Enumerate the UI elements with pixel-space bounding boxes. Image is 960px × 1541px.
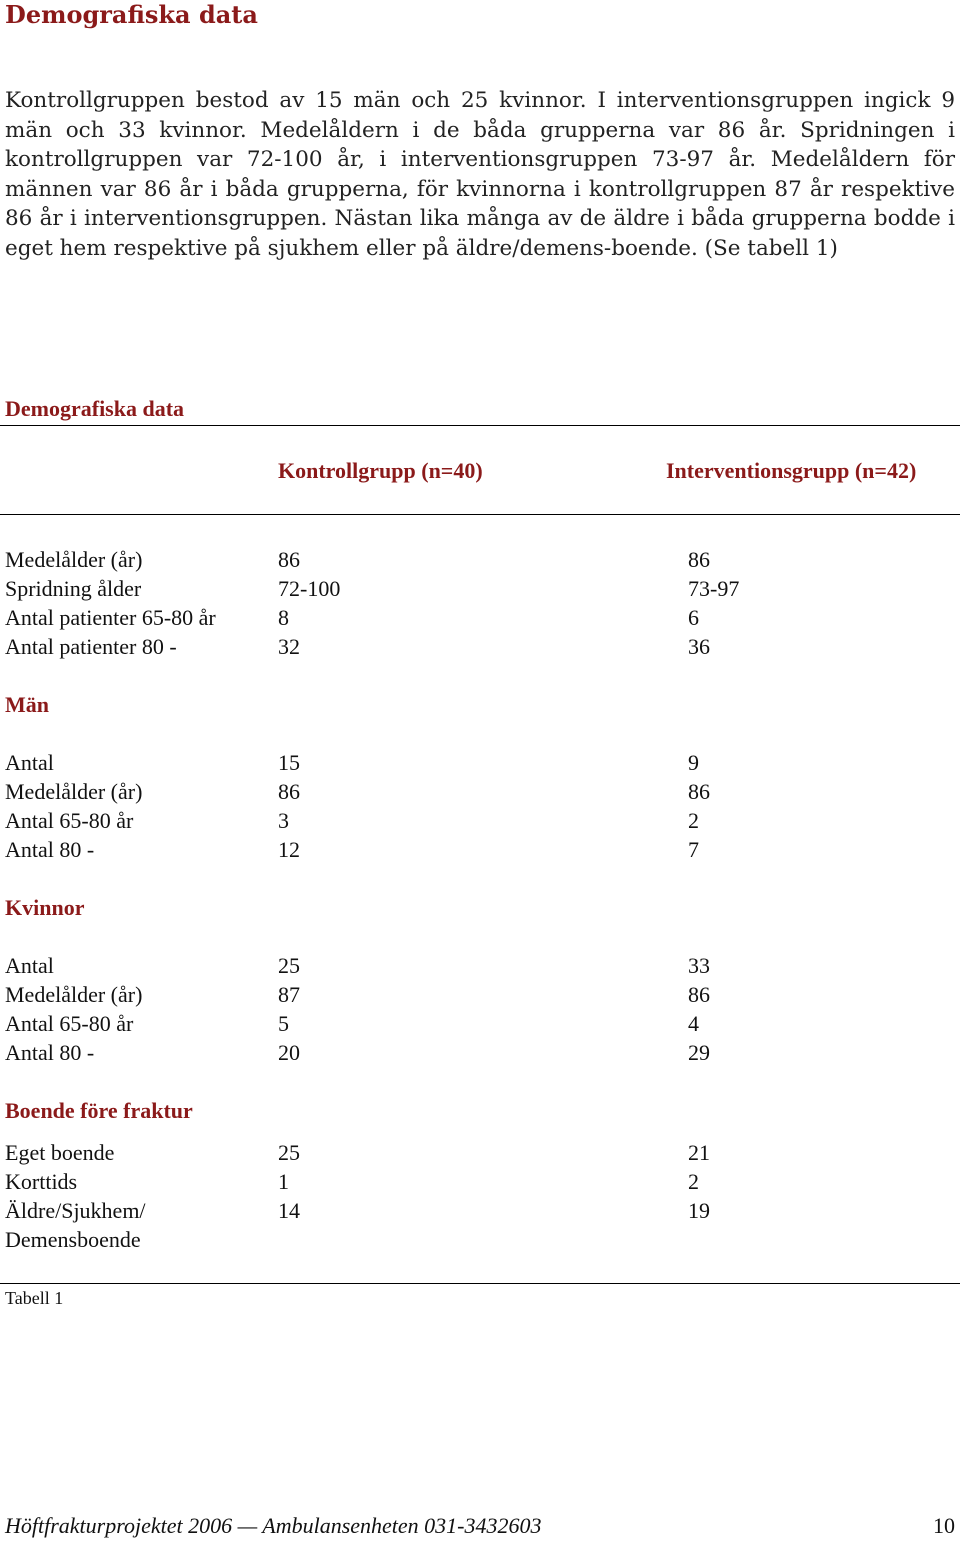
- table-row: [0, 837, 960, 866]
- row-label: Spridning ålder: [5, 576, 142, 601]
- row-control-value: 20: [278, 1040, 300, 1065]
- row-label: Antal 80 -: [5, 837, 95, 862]
- section-title-housing: Boende före fraktur: [5, 1098, 193, 1123]
- table-caption: Tabell 1: [5, 1288, 64, 1308]
- column-header-control: Kontrollgrupp (n=40): [278, 458, 483, 483]
- row-intervention-value: 19: [688, 1198, 710, 1223]
- row-control-value: 25: [278, 1140, 300, 1165]
- table-row: [0, 605, 960, 634]
- column-header-intervention: Interventionsgrupp (n=42): [666, 458, 917, 483]
- row-intervention-value: 6: [688, 605, 699, 630]
- table-row: [0, 547, 960, 576]
- table-row: [0, 576, 960, 605]
- row-intervention-value: 86: [688, 982, 710, 1007]
- row-control-value: 32: [278, 634, 300, 659]
- row-label: Eget boende: [5, 1140, 115, 1165]
- table-row: [0, 1198, 960, 1227]
- row-label: Äldre/Sjukhem/: [5, 1198, 146, 1223]
- row-control-value: 3: [278, 808, 289, 833]
- page-number: 10: [933, 1513, 955, 1538]
- table-row: [0, 750, 960, 779]
- row-control-value: 5: [278, 1011, 289, 1036]
- row-control-value: 1: [278, 1169, 289, 1194]
- row-intervention-value: 33: [688, 953, 710, 978]
- section-title-men: Män: [5, 692, 49, 717]
- table-row: [0, 1169, 960, 1198]
- row-label: Antal: [5, 750, 54, 775]
- row-label: Antal patienter 65-80 år: [5, 605, 216, 630]
- header-bottom-rule: [0, 514, 960, 515]
- table-row: [0, 808, 960, 837]
- row-intervention-value: 4: [688, 1011, 699, 1036]
- table-row: [0, 634, 960, 663]
- table-row: [0, 1227, 960, 1256]
- row-label: Korttids: [5, 1169, 78, 1194]
- row-label: Medelålder (år): [5, 547, 143, 572]
- row-label: Demensboende: [5, 1227, 141, 1252]
- row-control-value: 25: [278, 953, 300, 978]
- row-control-value: 8: [278, 605, 289, 630]
- table-row: [0, 779, 960, 808]
- row-label: Medelålder (år): [5, 779, 143, 804]
- row-label: Antal: [5, 953, 54, 978]
- row-label: Antal 80 -: [5, 1040, 95, 1065]
- table-title: Demografiska data: [5, 396, 185, 421]
- row-intervention-value: 2: [688, 808, 699, 833]
- page-heading: Demografiska data: [5, 0, 258, 29]
- row-intervention-value: 86: [688, 779, 710, 804]
- table-top-rule: [0, 425, 960, 426]
- table-row: [0, 1011, 960, 1040]
- table-row: [0, 1140, 960, 1169]
- row-control-value: 86: [278, 779, 300, 804]
- row-label: Antal 65-80 år: [5, 808, 134, 833]
- row-control-value: 12: [278, 837, 300, 862]
- row-intervention-value: 9: [688, 750, 699, 775]
- table-row: [0, 1040, 960, 1069]
- row-label: Medelålder (år): [5, 982, 143, 1007]
- row-control-value: 15: [278, 750, 300, 775]
- table-row: [0, 953, 960, 982]
- row-intervention-value: 86: [688, 547, 710, 572]
- footer-text: Höftfrakturprojektet 2006 — Ambulansenheten 031-3432603: [5, 1513, 542, 1538]
- row-intervention-value: 73-97: [688, 576, 740, 601]
- row-intervention-value: 21: [688, 1140, 710, 1165]
- row-label: Antal 65-80 år: [5, 1011, 134, 1036]
- row-control-value: 72-100: [278, 576, 341, 601]
- row-label: Antal patienter 80 -: [5, 634, 177, 659]
- intro-paragraph: Kontrollgruppen bestod av 15 män och 25 kvinnor. I interventionsgruppen ingick 9 män och 33 kvinnor. Medelåldern i de båda grupperna var 86 år. Spridningen i kontrollgruppen var 72-100 år, i interventionsgruppen 73-97 år. Medelåldern för männen var 86 år i båda grupperna, för kvinnorna i kontrollgruppen 87 år respektive 86 år i interventionsgruppen. Nästan lika många av de äldre i båda grupperna bodde i eget hem respektive på sjukhem eller på äldre/demens-boende. (Se tabell 1): [5, 88, 955, 261]
- row-intervention-value: 36: [688, 634, 710, 659]
- section-title-women: Kvinnor: [5, 895, 85, 920]
- row-intervention-value: 29: [688, 1040, 710, 1065]
- row-control-value: 87: [278, 982, 300, 1007]
- row-intervention-value: 7: [688, 837, 699, 862]
- row-control-value: 14: [278, 1198, 300, 1223]
- table-row: [0, 982, 960, 1011]
- row-intervention-value: 2: [688, 1169, 699, 1194]
- row-control-value: 86: [278, 547, 300, 572]
- table-bottom-rule: [0, 1283, 960, 1284]
